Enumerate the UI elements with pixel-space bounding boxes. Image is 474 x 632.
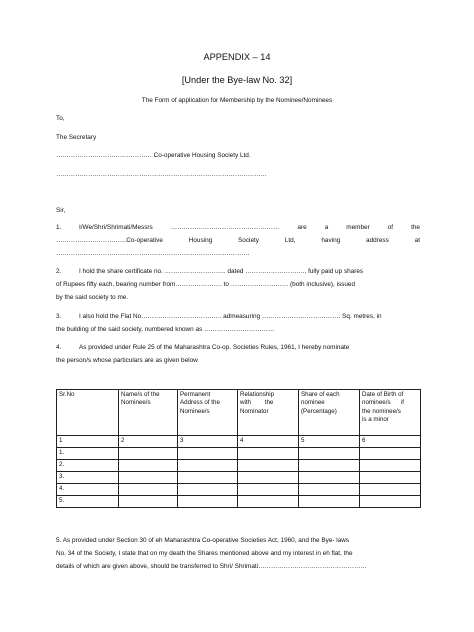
para-1-word: ……………………………Co-operative	[56, 237, 163, 244]
table-cell[interactable]	[360, 472, 421, 484]
table-cell[interactable]	[178, 472, 238, 484]
table-cell: 1.	[57, 448, 119, 460]
para-1-word: of	[387, 224, 394, 231]
appendix-heading: APPENDIX – 14	[203, 52, 271, 62]
para-1-word: having	[321, 237, 341, 244]
para-1-word: address	[366, 237, 389, 244]
table-cell[interactable]	[299, 472, 360, 484]
table-row	[57, 448, 421, 460]
table-cell: 3	[178, 436, 238, 448]
table-cell[interactable]	[178, 448, 238, 460]
bye-law-heading: [Under the Bye-law No. 32]	[181, 75, 293, 85]
para-3-line-2: the building of the said society, numbered known as ……………………………	[56, 326, 275, 333]
para-1-word: member	[346, 224, 370, 231]
header-share: Share of each nominee (Percentage)	[299, 390, 360, 436]
para-1-word: at	[414, 237, 420, 244]
nominee-table	[56, 389, 421, 508]
table-cell[interactable]	[238, 484, 299, 496]
para-1-word: I/We/Shri/Shrimati/Messrs	[79, 224, 153, 231]
table-row	[57, 496, 421, 508]
salutation: Sir,	[56, 207, 66, 214]
para-1-word: Housing	[188, 237, 213, 244]
table-cell: 5.	[57, 496, 119, 508]
table-cell[interactable]	[119, 448, 178, 460]
table-cell[interactable]	[299, 496, 360, 508]
para-4-number: 4.	[56, 344, 62, 351]
to-line: To,	[56, 115, 65, 122]
table-row	[57, 484, 421, 496]
para-3-number: 3.	[56, 313, 62, 320]
table-number-row	[57, 436, 421, 448]
table-cell[interactable]	[360, 496, 421, 508]
para-1-word: Society	[238, 237, 259, 244]
para-2-line-2: of Rupees fifty each, bearing number from…………………. to ……………………… (both inclusive), issued	[56, 281, 356, 288]
table-cell[interactable]	[360, 484, 421, 496]
table-cell[interactable]	[119, 484, 178, 496]
para-2-line-1: I hold the share certificate no. ……………………….. dated ……………………….. fully paid up shares	[79, 268, 364, 275]
table-cell[interactable]	[178, 460, 238, 472]
table-cell[interactable]	[119, 472, 178, 484]
recipient-line: The Secretary	[56, 134, 97, 141]
para-5-line-2: No. 34 of the Society, I state that on my death the Shares mentioned above and my interest in eh flat, the	[56, 550, 353, 557]
table-cell: 4.	[57, 484, 119, 496]
table-cell: 2	[119, 436, 178, 448]
table-cell[interactable]	[299, 448, 360, 460]
table-cell[interactable]	[119, 460, 178, 472]
form-title: The Form of application for Membership by the Nominee/Nominees	[141, 97, 333, 104]
para-5-line-1: 5. As provided under Section 30 of eh Maharashtra Co-operative Societies Act, 1960, and the Bye- laws	[56, 537, 350, 544]
para-5-line-3: details of which are given above, should be transferred to Shri/ Shrimati……………………………………………	[56, 563, 367, 570]
header-sr-no: Sr.No	[57, 390, 119, 436]
table-cell: 6	[360, 436, 421, 448]
para-4-line-1: As provided under Rule 25 of the Maharashtra Co-op. Societies Rules, 1961, I hereby nominate	[79, 344, 350, 351]
table-cell[interactable]	[360, 448, 421, 460]
header-date-of-birth: Date of Birth of nominee/s if the nominee/s is a minor	[360, 390, 421, 436]
table-cell[interactable]	[360, 460, 421, 472]
para-1-word: ……………………………………………	[170, 224, 280, 231]
header-relationship: Relationship with the Nominator	[238, 390, 299, 436]
table-cell: 5	[299, 436, 360, 448]
header-nominee-name: Name/s of the Nominee/s	[119, 390, 178, 436]
society-address-line: ………………………………………………………………………………………	[56, 171, 267, 178]
table-cell: 4	[238, 436, 299, 448]
table-cell[interactable]	[238, 448, 299, 460]
para-1-word: Ltd,	[284, 237, 296, 244]
table-cell[interactable]	[238, 460, 299, 472]
para-1-word: the	[411, 224, 420, 231]
para-2-number: 2.	[56, 268, 62, 275]
table-cell[interactable]	[238, 472, 299, 484]
para-1-line-2	[56, 237, 420, 244]
para-3-line-1: I also hold the Flat No……………………………….. admeasuring ………………………………. Sq. metres, in	[79, 313, 382, 320]
table-cell: 2.	[57, 460, 119, 472]
table-row	[57, 472, 421, 484]
table-cell[interactable]	[178, 496, 238, 508]
table-row	[57, 460, 421, 472]
table-cell[interactable]	[299, 460, 360, 472]
para-1-word: are	[297, 224, 307, 231]
table-header-row	[57, 390, 421, 436]
para-1-line-3: ……………………………………………………………………………….	[56, 250, 250, 257]
table-cell[interactable]	[299, 484, 360, 496]
para-4-line-2: the person/s whose particulars are as given below	[56, 357, 198, 364]
para-1-line-1	[79, 224, 420, 231]
header-permanent-address: Permanent Address of the Nominee/s	[178, 390, 238, 436]
para-2-line-3: by the said society to me.	[56, 294, 129, 301]
society-name-line: ……………………………………… Co-operative Housing Society Ltd.	[56, 152, 251, 159]
table-cell: 1	[57, 436, 119, 448]
table-cell: 3.	[57, 472, 119, 484]
table-cell[interactable]	[238, 496, 299, 508]
table-cell[interactable]	[119, 496, 178, 508]
para-1-number: 1.	[56, 224, 62, 231]
para-1-word: a	[324, 224, 329, 231]
table-cell[interactable]	[178, 484, 238, 496]
